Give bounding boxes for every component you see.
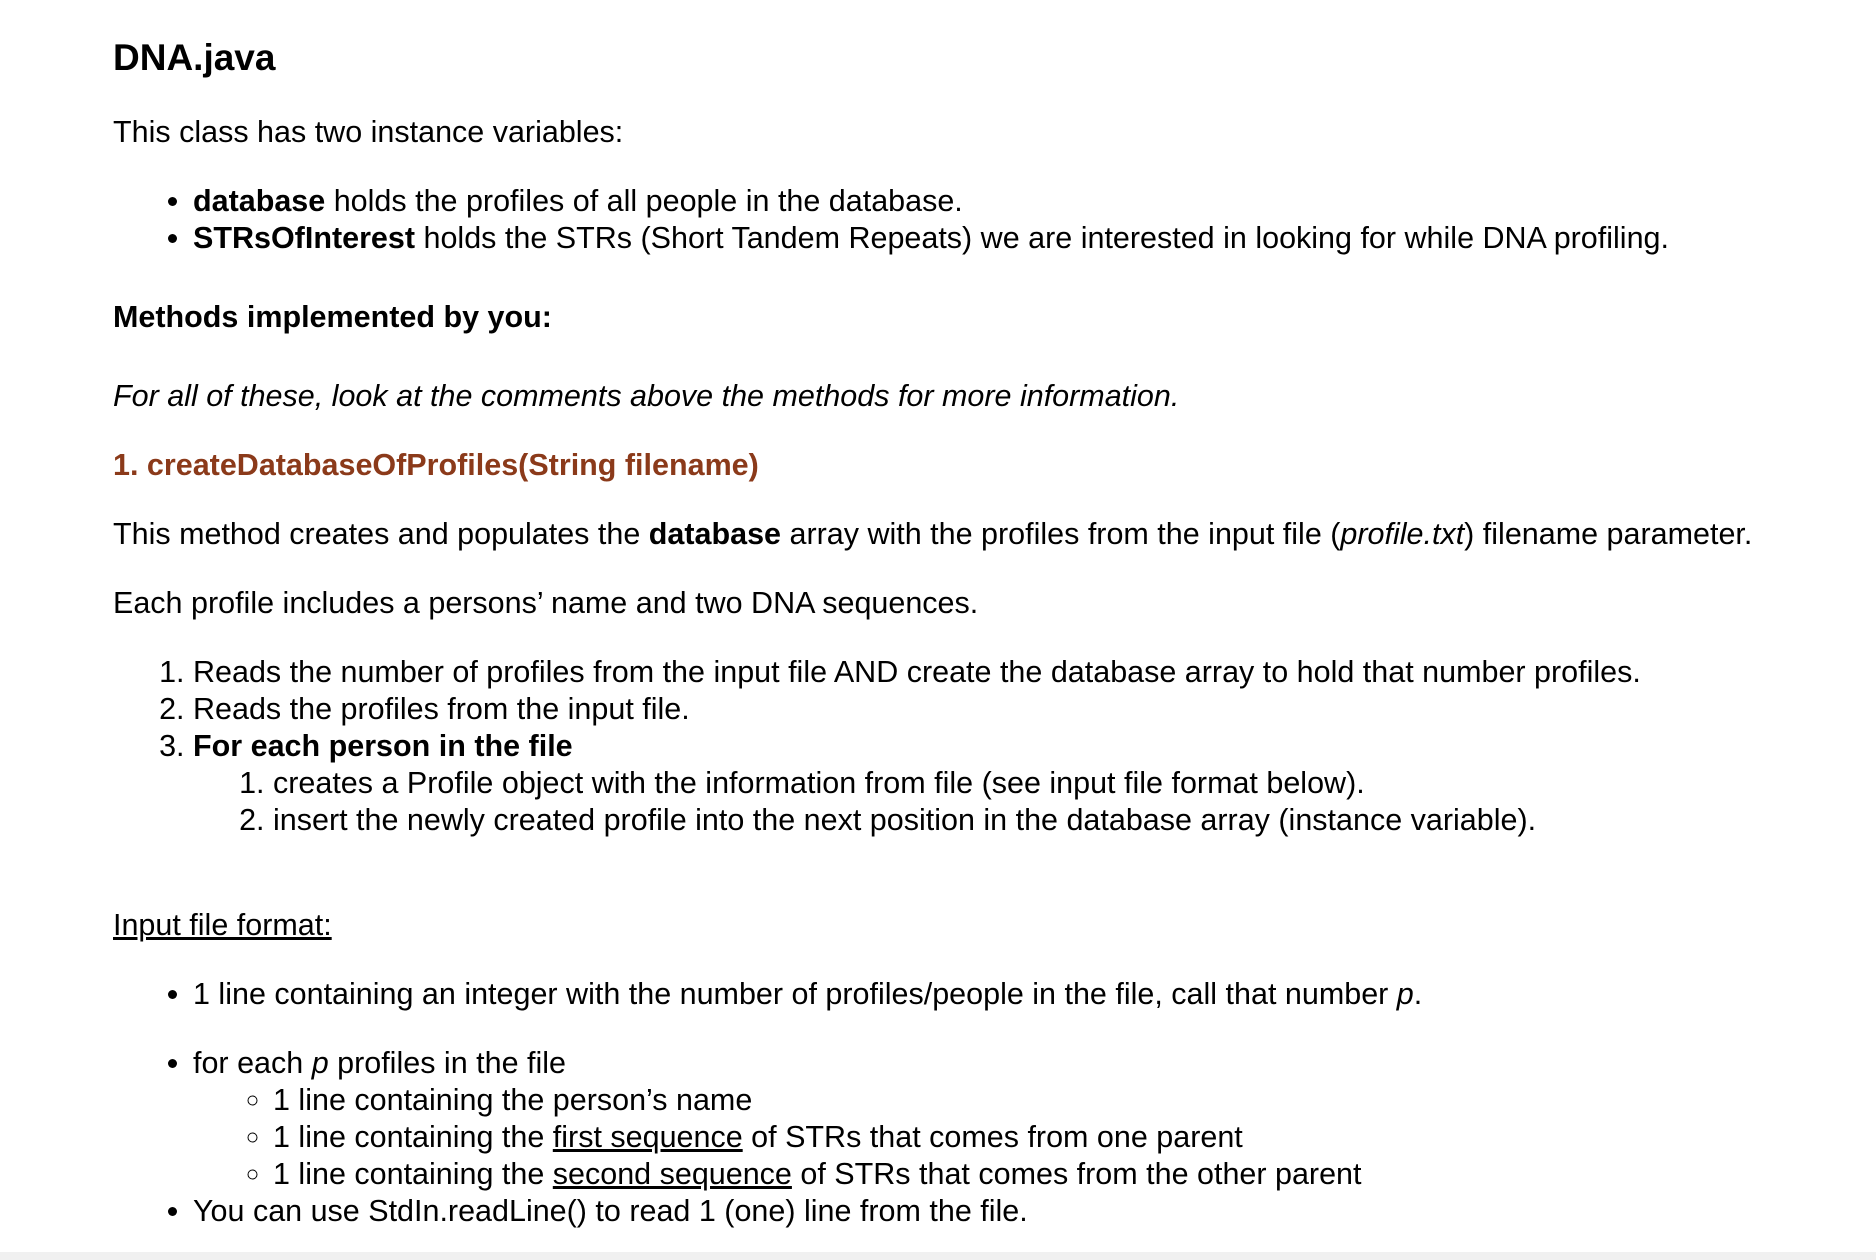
text-run: for each (193, 1046, 312, 1080)
text-run-bold: database (648, 517, 782, 551)
each-profile-text: Each profile includes a persons’ name and two DNA sequences. (113, 586, 979, 620)
text-run-underlined: second sequence (552, 1157, 792, 1191)
method-substeps-list (193, 765, 1853, 839)
input-format-list-1 (113, 976, 1853, 1013)
step-label: For each person in the file (193, 729, 573, 763)
document-page (113, 34, 1853, 1230)
list-item (193, 1045, 1853, 1193)
list-item: 1. Reads the number of profiles from the input file AND create the database array to hold that number profiles. (193, 654, 1853, 691)
text-run: 1 line containing the (273, 1120, 553, 1154)
text-run: . (1413, 977, 1423, 1011)
var-desc: holds the profiles of all people in the database. (325, 184, 963, 218)
text-run: array with the profiles from the input file ( (781, 517, 1341, 551)
text-run: of STRs that comes from the other parent (791, 1157, 1362, 1191)
methods-note: For all of these, look at the comments above the methods for more information. (113, 379, 1180, 413)
var-name: database (193, 184, 326, 218)
list-item: • You can use StdIn.readLine() to read 1 (one) line from the file. (193, 1193, 1853, 1230)
methods-heading: Methods implemented by you: (113, 300, 552, 334)
text-run: profiles in the file (328, 1046, 566, 1080)
var-desc: holds the STRs (Short Tandem Repeats) we are interested in looking for while DNA profiling. (415, 221, 1669, 255)
text-run-italic: p (311, 1046, 329, 1080)
text-run: 1 line containing the (273, 1157, 553, 1191)
list-item: 2. insert the newly created profile into the next position in the database array (instance variable). (273, 802, 1853, 839)
text-run: of STRs that comes from one parent (742, 1120, 1243, 1154)
list-item (273, 1156, 1853, 1193)
bottom-edge (0, 1252, 1876, 1260)
var-name: STRsOfInterest (193, 221, 416, 255)
input-format-heading: Input file format: (113, 908, 332, 942)
intro-text: This class has two instance variables: (113, 115, 624, 149)
text-run-italic: profile.txt (1340, 517, 1465, 551)
text-run: ) filename parameter. (1464, 517, 1753, 551)
list-item (193, 183, 1853, 220)
list-item (193, 976, 1853, 1013)
list-item: 1. creates a Profile object with the information from file (see input file format below). (273, 765, 1853, 802)
list-item: 2. Reads the profiles from the input file. (193, 691, 1853, 728)
instance-variables-list (113, 183, 1853, 257)
text-run: This method creates and populates the (113, 517, 649, 551)
list-item (193, 728, 1853, 839)
list-item (193, 220, 1853, 257)
method-description (113, 516, 1853, 553)
list-item (273, 1119, 1853, 1156)
method-heading: 1. createDatabaseOfProfiles(String filename) (113, 448, 759, 482)
input-format-list-2 (113, 1045, 1853, 1230)
text-run-italic: p (1396, 977, 1414, 1011)
text-run: 1 line containing an integer with the number of profiles/people in the file, call that number (193, 977, 1397, 1011)
list-item: ◦ 1 line containing the person’s name (273, 1082, 1853, 1119)
method-steps-list (113, 654, 1853, 839)
profile-lines-list (193, 1082, 1853, 1193)
text-run-underlined: first sequence (552, 1120, 743, 1154)
page-title: DNA.java (113, 37, 276, 78)
